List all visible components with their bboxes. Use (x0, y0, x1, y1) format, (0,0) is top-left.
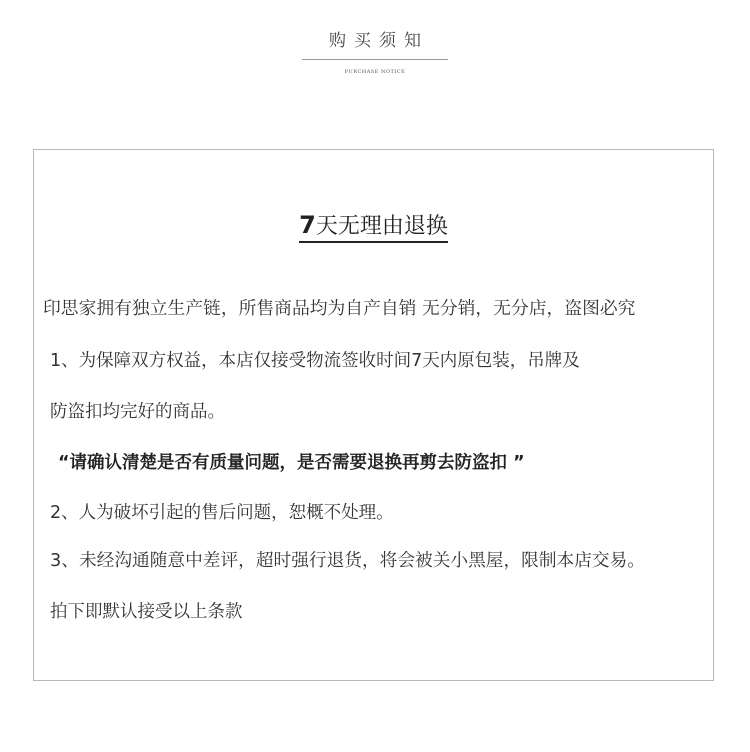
acceptance-text: 拍下即默认接受以上条款 (50, 602, 243, 622)
title-number: 7 (299, 211, 316, 239)
title-text: 天无理由退换 (315, 214, 448, 239)
return-policy-title-underlined (299, 212, 448, 243)
policy-item-1: 1、为保障双方权益，本店仅接受物流签收时间7天内原包装，吊牌及 (50, 351, 580, 371)
header-subtitle: PURCHASE NOTICE (344, 69, 406, 75)
policy-item-3: 3、未经沟通随意中差评，超时强行退货，将会被关小黑屋，限制本店交易。 (50, 551, 645, 571)
policy-item-1-continued: 防盗扣均完好的商品。 (50, 402, 225, 422)
policy-item-2: 2、人为破坏引起的售后问题，恕概不处理。 (50, 503, 394, 523)
notice-box (33, 149, 714, 681)
header-title: 购买须知 (329, 31, 429, 51)
header-divider (302, 59, 448, 60)
intro-text: 印思家拥有独立生产链，所售商品均为自产自销 无分销，无分店，盗图必究 (43, 298, 636, 319)
return-policy-title (34, 212, 713, 243)
emphasis-text: “请确认清楚是否有质量问题，是否需要退换再剪去防盗扣 ” (58, 453, 525, 473)
purchase-notice-header (0, 26, 750, 75)
